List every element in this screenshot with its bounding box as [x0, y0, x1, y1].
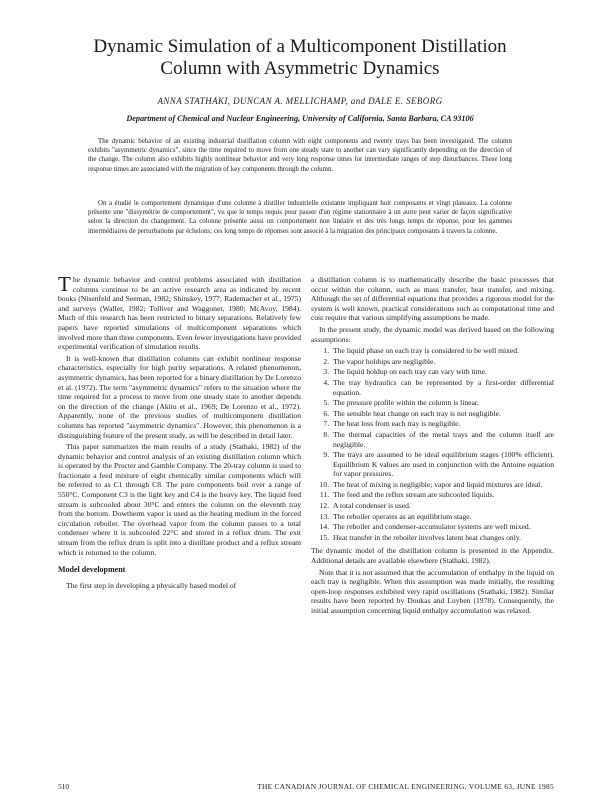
- page-number: 510: [58, 782, 70, 791]
- list-item: 13. The reboiler operates as an equilibrium stage.: [331, 512, 554, 522]
- list-item: 1. The liquid phase on each tray is considered to be well mixed.: [331, 346, 554, 356]
- list-item: 6. The sensible heat change on each tray is not negligible.: [331, 409, 554, 419]
- list-item: 7. The heat loss from each tray is negligible.: [331, 419, 554, 429]
- intro-paragraph-3: This paper summarizes the main results of a study (Stathaki, 1982) of the dynamic behavior and control analysis of an existing distillation column which is operated by the Procter and Gamble Company. The 20-tray column is used to fractionate a feed mixture of eight chemically similar components which will be referred to as C1 through C8. The pure components boil over a range of 550°C. Component C3 is the light key and C4 is the heavy key. The liquid feed stream is subcooled about 30°C and enters the column on the eleventh tray from the bottom. Dowtherm vapor is used as the heating medium in the forced circulation reboiler. The overhead vapor from the column passes to a total condenser where it is subcooled 22°C and stored in a reflux drum. The exit stream from the reflux drum is split into a distillate product and a reflux stream which is returned to the column.: [58, 442, 301, 557]
- enthalpy-paragraph: Note that it is not assumed that the accumulation of enthalpy in the liquid on each tray is negligible. When this assumption was made initially, the resulting open-loop responses exhibited very rapid oscillations (Stathaki, 1982). Similar results have been reported by Doukas and Luyben (1978). Consequently, the initial assumption concerning liquid enthalpy accumulation was relaxed.: [311, 567, 554, 615]
- page-footer: [58, 782, 554, 791]
- list-item: 3. The liquid holdup on each tray can vary with time.: [331, 367, 554, 377]
- list-item: 8. The thermal capacities of the metal trays and the column itself are negligible.: [331, 430, 554, 449]
- list-item: 14. The reboiler and condenser-accumulator systems are well mixed.: [331, 522, 554, 532]
- intro-paragraph-2: It is well-known that distillation columns can exhibit nonlinear response characteristics, especially for high purity separations. A related phenomenon, asymmetric dynamics, has been reported for a binary distillation by De Lorenzo et al. (1972). The term "asymmetric dynamics" refers to the situation where the time required for a process to move from one steady state to another depends on the direction of the change (Akitu et al., 1969; De Lorenzo et al., 1972). Apparently, none of the previous studies of multicomponent distillation columns has reported "asymmetric dynamics". However, this phenomenon is a distinguishing feature of the present study, as will be described in detail later.: [58, 353, 301, 440]
- abstract-english-text: The dynamic behavior of an existing industrial distillation column with eight components and twenty trays has been investigated. The column exhibits "asymmetric dynamics", since the time required to move from one steady state to another can vary significantly depending on the direction of the change. The column also exhibits highly nonlinear behavior and very long response times for intermediate ranges of step disturbances. These long response times are associated with the migration of key components through the column.: [88, 138, 512, 173]
- list-item: 11. The feed and the reflux stream are subcooled liquids.: [331, 490, 554, 500]
- model-appendix-paragraph: The dynamic model of the distillation column is presented in the Appendix. Additional details are available elsewhere (Stathaki, 1982).: [311, 546, 554, 566]
- model-paragraph-1: The first step in developing a physically based model of: [66, 580, 237, 590]
- section-heading-model-development: Model development: [58, 565, 126, 575]
- abstract-english: [88, 137, 512, 174]
- abstract-french-text: On a étudié le comportement dynamique d'une colonne à distiller industrielle existante impliquant huit composants et vingt plateaux. La colonne présente une "dissymétrie de comportement", vu que le temps requis pour passer d'un régime stationnaire à un autre peut varier de façon significative selon la direction du changement. La colonne présente aussi un comportement non linéaire et des très longs temps de réponse, pour les gammes intermédiaires de perturbations par échelons; ces long temps de réponses sont associé à la migration des principaux composants à travers la colonne.: [88, 200, 512, 235]
- assumptions-intro: In the present study, the dynamic model was derived based on the following assumptions:: [311, 324, 554, 344]
- list-item: 12. A total condenser is used.: [331, 501, 554, 511]
- abstract-french: [88, 199, 512, 236]
- list-item: 2. The vapor holdups are negligible.: [331, 357, 554, 367]
- assumptions-list: [311, 346, 554, 542]
- list-item: 5. The pressure profile within the column is linear.: [331, 398, 554, 408]
- affiliation: Department of Chemical and Nuclear Engineering, University of California, Santa Barbara, CA 93106: [126, 114, 474, 123]
- journal-citation: THE CANADIAN JOURNAL OF CHEMICAL ENGINEERING, VOLUME 63, JUNE 1985: [257, 782, 554, 791]
- model-paragraph-1-continued: a distillation column is to mathematically describe the basic processes that occur within the column, such as mass transfer, heat transfer, and mixing. Although the set of differential equations that provides a rigorous model for the system is well known, practical considerations such as computational time and cost require that various simplifying assumptions be made.: [311, 275, 554, 323]
- body-column-right: [311, 275, 554, 618]
- intro-paragraph-1: The dynamic behavior and control problems associated with distillation columns continue to be an active research area as indicated by recent books (Nisenfeld and Seeman, 1982; Shinskey, 1977; Rademacher et al., 1975) and surveys (Waller, 1982; Tolliver and Waggoner, 1980; McAvoy, 1984). Much of this research has been restricted to binary separations. Relatively few papers have reported simulations of multicomponent separations which involved more than three components. Even fewer investigations have provided experimental verification of simulation results.: [58, 272, 301, 352]
- paper-title: [40, 36, 560, 80]
- title-line-1: Dynamic Simulation of a Multicomponent Distillation: [93, 36, 507, 57]
- author-list: ANNA STATHAKI, DUNCAN A. MELLICHAMP, and DALE E. SEBORG: [157, 96, 443, 106]
- list-item: 4. The tray hydraulics can be represented by a first-order differential equation.: [331, 378, 554, 397]
- list-item: 15. Heat transfer in the reboiler involves latent heat changes only.: [331, 533, 554, 543]
- list-item: 9. The trays are assumed to be ideal equilibrium stages (100% efficient). Equilibrium K values are used in conjunction with the Antoine equation for vapor pressures.: [331, 450, 554, 479]
- title-line-2: Column with Asymmetric Dynamics: [160, 58, 440, 79]
- body-column-left: [58, 272, 301, 592]
- list-item: 10. The heat of mixing is negligible; vapor and liquid mixtures are ideal.: [331, 480, 554, 490]
